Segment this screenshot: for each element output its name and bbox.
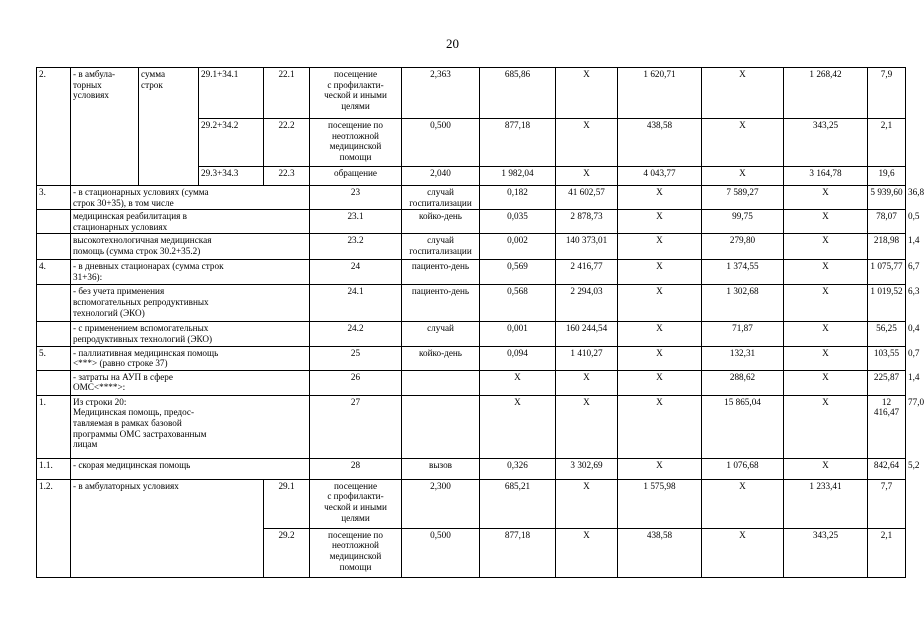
value-1: 0,001 (480, 322, 556, 346)
value-2: X (556, 370, 618, 395)
value-2: 1 410,27 (556, 346, 618, 370)
page-number: 20 (446, 36, 459, 51)
value-4: 288,62 (702, 370, 784, 395)
value-4: 1 302,68 (702, 285, 784, 322)
value-5: X (784, 458, 868, 479)
line-number: 28 (310, 458, 402, 479)
value-4: 438,58 (618, 119, 702, 167)
line-number: 22.3 (264, 167, 310, 186)
value-6: 225,87 (868, 370, 906, 395)
value-3: X (618, 210, 702, 234)
row-formula: 29.1+34.1 (199, 68, 264, 119)
unit: посещение с профилакти- ческой и иными целями (310, 68, 402, 119)
line-number: 23.1 (310, 210, 402, 234)
unit: посещение по неотложной медицинской помощи (310, 528, 402, 577)
line-number: 26 (310, 370, 402, 395)
value-4: 4 043,77 (618, 167, 702, 186)
row-name: высокотехнологичная медицинская помощь (сумма строк 30.2+35.2) (71, 234, 310, 260)
value-4: 279,80 (702, 234, 784, 260)
value-6: 1 075,77 (868, 260, 906, 285)
value-6: 343,25 (784, 528, 868, 577)
value-6: 218,98 (868, 234, 906, 260)
value-4: 1 374,55 (702, 260, 784, 285)
value-1: 0,568 (480, 285, 556, 322)
line-number: 25 (310, 346, 402, 370)
row-name: - в стационарных условиях (сумма строк 30+35), в том числе (71, 186, 310, 210)
row-number: 4. (37, 260, 71, 285)
value-5: X (784, 346, 868, 370)
table-row: 1.1. - скорая медицинская помощь 28 вызов 0,326 3 302,69 X 1 076,68 X 842,64 5,2 (37, 458, 906, 479)
unit: пациенто-день (402, 260, 480, 285)
value-2: 877,18 (480, 528, 556, 577)
row-name: - скорая медицинская помощь (71, 458, 310, 479)
value-2: 685,86 (480, 68, 556, 119)
value-5: X (702, 119, 784, 167)
unit: обращение (310, 167, 402, 186)
value-3: X (618, 370, 702, 395)
value-6: 1 233,41 (784, 479, 868, 528)
value-4: 132,31 (702, 346, 784, 370)
row-name: - в амбулаторных условиях (71, 479, 264, 577)
row-name: - в амбула- торных условиях (71, 68, 139, 186)
row-name: - затраты на АУП в сфере ОМС<****>: (71, 370, 310, 395)
value-5: X (784, 260, 868, 285)
line-number: 29.1 (264, 479, 310, 528)
table-row: высокотехнологичная медицинская помощь (сумма строк 30.2+35.2) 23.2 случай госпитализации 0,002 140 373,01 X 279,80 X 218,98 1,4 (37, 234, 906, 260)
value-1: 2,300 (402, 479, 480, 528)
row-number: 1.2. (37, 479, 71, 577)
unit: посещение с профилакти- ческой и иными целями (310, 479, 402, 528)
value-4: 438,58 (618, 528, 702, 577)
table-row: медицинская реабилитация в стационарных условиях 23.1 койко-день 0,035 2 878,73 X 99,75 X 78,07 0,5 (37, 210, 906, 234)
table-row: 3. - в стационарных условиях (сумма строк 30+35), в том числе 23 случай госпитализации 0,182 41 602,57 X 7 589,27 X 5 939,60 36,8 (37, 186, 906, 210)
financing-table (36, 67, 924, 578)
table-row: - затраты на АУП в сфере ОМС<****>: 26 X X X 288,62 X 225,87 1,4 (37, 370, 906, 395)
value-5: X (784, 210, 868, 234)
value-5: X (784, 395, 868, 458)
line-number: 22.1 (264, 68, 310, 119)
value-2: X (556, 395, 618, 458)
value-7: 2,1 (868, 119, 906, 167)
value-6: 78,07 (868, 210, 906, 234)
line-number: 22.2 (264, 119, 310, 167)
line-number: 24 (310, 260, 402, 285)
value-5: X (702, 68, 784, 119)
value-6: 343,25 (784, 119, 868, 167)
value-6: 842,64 (868, 458, 906, 479)
value-1: 0,002 (480, 234, 556, 260)
value-6: 1 019,52 (868, 285, 906, 322)
value-3: X (618, 234, 702, 260)
row-number: 1. (37, 395, 71, 458)
value-1: 0,500 (402, 119, 480, 167)
value-4: 1 575,98 (618, 479, 702, 528)
value-2: 3 302,69 (556, 458, 618, 479)
row-number: 1.1. (37, 458, 71, 479)
value-6: 12 416,47 (868, 395, 906, 458)
unit (402, 370, 480, 395)
row-name: медицинская реабилитация в стационарных условиях (71, 210, 310, 234)
value-7: 19,6 (868, 167, 906, 186)
value-6: 5 939,60 (868, 186, 906, 210)
unit: вызов (402, 458, 480, 479)
value-1: X (480, 395, 556, 458)
value-5: X (702, 167, 784, 186)
value-5: X (702, 479, 784, 528)
row-name: Из строки 20: Медицинская помощь, предос- тавляемая в рамках базовой программы ОМС застрахованным лицам (71, 395, 310, 458)
unit: пациенто-день (402, 285, 480, 322)
line-number: 23.2 (310, 234, 402, 260)
value-2: 2 416,77 (556, 260, 618, 285)
value-1: 2,363 (402, 68, 480, 119)
row-formula: 29.2+34.2 (199, 119, 264, 167)
value-3: X (618, 395, 702, 458)
value-3: X (618, 346, 702, 370)
value-2: 140 373,01 (556, 234, 618, 260)
value-2: 2 294,03 (556, 285, 618, 322)
value-1: 0,094 (480, 346, 556, 370)
row-number: 2. (37, 68, 71, 186)
unit: случай госпитализации (402, 234, 480, 260)
value-3: X (556, 167, 618, 186)
value-1: 0,500 (402, 528, 480, 577)
row-number: 3. (37, 186, 71, 210)
value-5: X (784, 285, 868, 322)
value-2: 2 878,73 (556, 210, 618, 234)
value-2: 1 982,04 (480, 167, 556, 186)
value-3: X (618, 186, 702, 210)
line-number: 29.2 (264, 528, 310, 577)
value-2: 41 602,57 (556, 186, 618, 210)
unit: случай (402, 322, 480, 346)
value-7: 7,9 (868, 68, 906, 119)
line-number: 24.2 (310, 322, 402, 346)
value-6: 56,25 (868, 322, 906, 346)
value-4: 71,87 (702, 322, 784, 346)
value-4: 7 589,27 (702, 186, 784, 210)
value-4: 99,75 (702, 210, 784, 234)
row-formula: 29.3+34.3 (199, 167, 264, 186)
value-6: 3 164,78 (784, 167, 868, 186)
unit: посещение по неотложной медицинской помощи (310, 119, 402, 167)
value-6: 103,55 (868, 346, 906, 370)
table-row: - с применением вспомогательных репродуктивных технологий (ЭКО) 24.2 случай 0,001 160 244,54 X 71,87 X 56,25 0,4 (37, 322, 906, 346)
value-4: 15 865,04 (702, 395, 784, 458)
value-2: 160 244,54 (556, 322, 618, 346)
unit: койко-день (402, 346, 480, 370)
row-name: - с применением вспомогательных репродуктивных технологий (ЭКО) (71, 322, 310, 346)
table-row: 4. - в дневных стационарах (сумма строк 31+36): 24 пациенто-день 0,569 2 416,77 X 1 374,55 X 1 075,77 6,7 (37, 260, 906, 285)
value-3: X (618, 260, 702, 285)
table-row (37, 479, 906, 528)
value-5: X (784, 322, 868, 346)
unit (402, 395, 480, 458)
value-2: 685,21 (480, 479, 556, 528)
value-5: X (784, 234, 868, 260)
line-number: 27 (310, 395, 402, 458)
value-3: X (618, 458, 702, 479)
value-3: X (556, 528, 618, 577)
value-6: 1 268,42 (784, 68, 868, 119)
value-3: X (556, 119, 618, 167)
row-number: 5. (37, 346, 71, 370)
row-name: - без учета применения вспомогательных репродуктивных технологий (ЭКО) (71, 285, 310, 322)
table-row: - без учета применения вспомогательных репродуктивных технологий (ЭКО) 24.1 пациенто-день 0,568 2 294,03 X 1 302,68 X 1 019,52 6,3 (37, 285, 906, 322)
value-3: X (618, 322, 702, 346)
row-name: - в дневных стационарах (сумма строк 31+36): (71, 260, 310, 285)
value-7: 7,7 (868, 479, 906, 528)
value-3: X (556, 479, 618, 528)
value-5: X (702, 528, 784, 577)
value-1: X (480, 370, 556, 395)
value-1: 0,182 (480, 186, 556, 210)
value-3: X (556, 68, 618, 119)
row-subname: сумма строк (139, 68, 199, 186)
line-number: 23 (310, 186, 402, 210)
table-row: 5. - паллиативная медицинская помощь <***> (равно строке 37) 25 койко-день 0,094 1 410,27 X 132,31 X 103,55 0,7 (37, 346, 906, 370)
value-1: 0,569 (480, 260, 556, 285)
table-row (37, 68, 906, 119)
value-4: 1 620,71 (618, 68, 702, 119)
value-1: 2,040 (402, 167, 480, 186)
unit: случай госпитализации (402, 186, 480, 210)
value-1: 0,035 (480, 210, 556, 234)
value-2: 877,18 (480, 119, 556, 167)
value-5: X (784, 370, 868, 395)
value-3: X (618, 285, 702, 322)
value-7: 2,1 (868, 528, 906, 577)
value-1: 0,326 (480, 458, 556, 479)
table-row: 1. Из строки 20: Медицинская помощь, предос- тавляемая в рамках базовой программы ОМС застрахованным лицам 27 X X X 15 865,04 X 12 416,47 77,0 (37, 395, 906, 458)
value-4: 1 076,68 (702, 458, 784, 479)
value-5: X (784, 186, 868, 210)
row-name: - паллиативная медицинская помощь <***> (равно строке 37) (71, 346, 310, 370)
line-number: 24.1 (310, 285, 402, 322)
unit: койко-день (402, 210, 480, 234)
